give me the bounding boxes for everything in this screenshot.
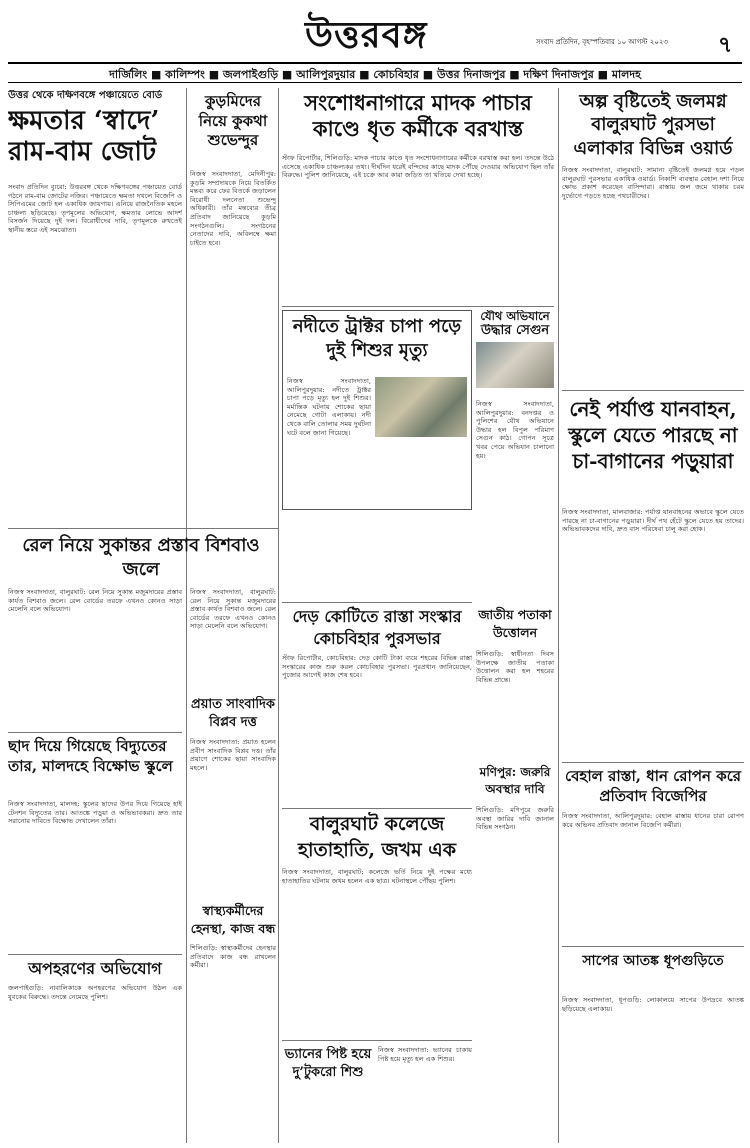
article-rain (562, 90, 744, 160)
article-body: নিজস্ব সংবাদদাতা, বালুরঘাট: রেল নিয়ে সুকান্ত মজুমদারের প্রস্তাব কার্যত বিশবাও জলে। রেল বোর্ডের তরফে এখনও কোনও সাড়া মেলেনি বলে অভিযোগ। (8, 588, 182, 614)
article-body: স্টাফ রিপোর্টার, কোচবিহার: দেড় কোটি টাকা ব্যয়ে শহরের বিভিন্ন রাস্তা সংস্কারের কাজ শুরু করল কোচবিহার পুরসভা। পুরপ্রধান জানিয়েছেন, পুজোর আগেই কাজ শেষ হবে। (282, 654, 472, 680)
article-body: নিজস্ব সংবাদদাতা: ভ্যানের চাকায় পিষ্ট হয়ে মৃত্যু হল এক শিশুর। (378, 1046, 472, 1063)
article-kicker: যৌথ অভিযানে (480, 310, 550, 323)
article-search (476, 310, 554, 388)
dateline: সংবাদ প্রতিদিন, বৃহস্পতিবার ১০ আগস্ট ২০২৩ (536, 38, 668, 46)
article-headline: অপহরণের অভিযোগ (28, 959, 162, 978)
divider (282, 808, 472, 809)
article-health (190, 902, 276, 937)
article-body: সংবাদ প্রতিদিন ব্যুরো: উত্তরবঙ্গ থেকে দক্ষিণবঙ্গের পঞ্চায়েত বোর্ড গঠনে রাম-বাম জোটের নজির। পঞ্চায়েতে ক্ষমতা দখলে বিজেপি ও সিপিএমের জোট হল একাধিক জায়গায়। এনিয়ে রাজনৈতিক মহলে চাঞ্চল্য ছড়িয়েছে। তৃণমূলের অভিযোগ, ক্ষমতার লোভে আদর্শ বিসর্জন দিয়েছে দুই দল। বিরোধীদের দাবি, তৃণমূলকে রুখতেই স্থানীয় স্তরে এই সমঝোতা। (8, 183, 182, 234)
divider (8, 528, 278, 529)
column-divider (278, 88, 279, 1143)
district-bar: দার্জিলিং ■ কালিম্পং ■ জলপাইগুড়ি ■ আলিপুরদুয়ার ■ কোচবিহার ■ উত্তর দিনাজপুর ■ দক্ষিণ দিনাজপুর ■ মালদহ (109, 68, 641, 80)
article-headline: স্বাস্থ্যকর্মীদের হেনস্থা, কাজ বন্ধ (190, 903, 276, 936)
article-body: নিজস্ব সংবাদদাতা, বালুরঘাট: সামান্য বৃষ্টিতেই জলমগ্ন হয়ে পড়ল বালুরঘাট পুরসভার একাধিক ওয়ার্ড। নিকাশি ব্যবস্থার বেহাল দশা নিয়ে ক্ষোভ প্রকাশ করেছেন বাসিন্দারা। রাস্তায় জল জমে থাকায় চরম দুর্ভোগে পড়তে হচ্ছে পথচারীদের। (562, 166, 744, 200)
article-body: নিজস্ব সংবাদদাতা, আলিপুরদুয়ার: বেহাল রাস্তায় ধানের চারা রোপণ করে অভিনব প্রতিবাদ জানাল বিজেপি কর্মীরা। (562, 812, 744, 829)
divider (562, 762, 744, 763)
article-headline: সাপের আতঙ্ক ধূপগুড়িতে (582, 953, 724, 969)
article-headline: ছাদ দিয়ে গিয়েছে বিদ্যুতের তার, মালদহে বিক্ষোভ স্কুলে (8, 737, 173, 776)
article-body: নিজস্ব সংবাদদাতা, ধূপগুড়ি: লোকালয়ে সাপের উপদ্রবে আতঙ্ক ছড়িয়েছে এলাকায়। (562, 996, 744, 1013)
article-body: নিজস্ব সংবাদদাতা, আলিপুরদুয়ার: নদীতে ট্রাক্টর চাপা পড়ে মৃত্যু হল দুই শিশুর। মর্মান্তিক ঘটনায় শোকের ছায়া নেমেছে গোটা এলাকায়। নদী থেকে বালি তোলার সময় দুর্ঘটনা ঘটে বলে জানা গিয়েছে। (287, 377, 371, 437)
article-headline: রেল নিয়ে সুকান্তর প্রস্তাব বিশবাও জলে (22, 535, 260, 581)
article-body: নিজস্ব সংবাদদাতা, মেদিনীপুর: কুড়মি সম্প্রদায়কে নিয়ে বিতর্কিত মন্তব্য করে ফের বিতর্কে জড়ালেন বিরোধী দলনেতা শুভেন্দু অধিকারী। তাঁর মন্তব্যের তীব্র প্রতিবাদ জানিয়েছে কুড়মি সংগঠনগুলি। সংগঠনের নেতাদের দাবি, অবিলম্বে ক্ষমা চাইতে হবে। (190, 170, 276, 247)
divider (562, 390, 744, 391)
divider (282, 1040, 472, 1041)
article-body: নিজস্ব সংবাদদাতা: প্রয়াত হলেন প্রবীণ সাংবাদিক বিপ্লব দত্ত। তাঁর প্রয়াণে শোকের ছায়া সাংবাদিক মহলে। (190, 738, 276, 772)
teak-photo (476, 342, 554, 388)
accident-photo (375, 377, 467, 437)
article-headline: ক্ষমতার ‘স্বাদে’ রাম-বাম জোট (8, 106, 160, 168)
article-headline: কুড়মিদের নিয়ে কুকথা শুভেন্দুর (198, 92, 268, 149)
article-headline: উদ্ধার সেগুন (480, 323, 550, 338)
article-snake (562, 952, 744, 971)
article-body: জলপাইগুড়ি: নাবালিকাকে অপহরণের অভিযোগ উঠল এক যুবকের বিরুদ্ধে। তদন্তে নেমেছে পুলিশ। (8, 984, 182, 1001)
article-board (8, 90, 182, 168)
article-body: নিজস্ব সংবাদদাতা, মালবাজার: পর্যাপ্ত যানবাহনের অভাবে স্কুলে যেতে পারছে না চা-বাগানের পড়ুয়ারা। দীর্ঘ পথ হেঁটে স্কুলে যেতে হয় তাদের। অভিভাবকদের দাবি, দ্রুত বাস পরিষেবা চালু করা হোক। (562, 508, 744, 534)
article-headline: দেড় কোটিতে রাস্তা সংস্কার কোচবিহার পুরসভার (292, 607, 462, 648)
article-college (282, 812, 472, 863)
article-tractor (282, 310, 472, 510)
article-headline: অল্প বৃষ্টিতেই জলমগ্ন বালুরঘাট পুরসভা এলাকার বিভিন্ন ওয়ার্ড (573, 91, 733, 159)
article-headline: বেহাল রাস্তা, ধান রোপন করে প্রতিবাদ বিজেপির (565, 767, 741, 806)
masthead-rule (8, 62, 742, 64)
district-rule (8, 82, 742, 83)
article-headline: সংশোধনাগারে মাদক পাচার কাণ্ডে ধৃত কর্মীকে বরখাস্ত (304, 90, 532, 142)
article-van (282, 1046, 374, 1082)
divider (562, 946, 744, 947)
article-headline: বালুরঘাট কলেজে হাতাহাতি, জখম এক (297, 813, 457, 861)
section-title: উত্তরবঙ্গ (305, 14, 428, 56)
article-body-cont: নিজস্ব সংবাদদাতা, বালুরঘাট: রেল নিয়ে সুকান্ত মজুমদারের প্রস্তাব কার্যত বিশবাও জলে। রেল বোর্ডের তরফে এখনও কোনও সাড়া মেলেনি বলে অভিযোগ। (190, 588, 276, 631)
page-number: ৭ (718, 32, 733, 58)
article-transport (562, 396, 744, 474)
article-body: শিলিগুড়ি: স্বাধীনতা দিবস উপলক্ষে জাতীয় পতাকা উত্তোলন করা হল শহরের বিভিন্ন প্রান্তে। (476, 650, 554, 684)
article-lab (282, 90, 554, 143)
article-flag (476, 606, 554, 641)
article-rail (8, 534, 274, 583)
divider (282, 306, 554, 307)
article-wire (8, 736, 182, 777)
article-headline: ভ্যানের পিষ্ট হয়ে দু’টুকরো শিশু (284, 1047, 372, 1081)
article-body: নিজস্ব সংবাদদাতা, মালদহ: স্কুলের ছাদের উপর দিয়ে গিয়েছে হাই টেনশন বিদ্যুতের তার। আতঙ্কে পড়ুয়া ও অভিভাবকরা। দ্রুত তার সরানোর দাবিতে বিক্ষোভ দেখালেন তাঁরা। (8, 800, 182, 826)
article-journalist (190, 696, 276, 731)
article-body: শিলিগুড়ি: মণিপুরে জরুরি অবস্থা জারির দাবি জানাল বিভিন্ন সংগঠন। (476, 806, 554, 832)
divider (8, 954, 182, 955)
article-kurmi (190, 92, 276, 151)
article-road (282, 606, 472, 649)
article-body: স্টাফ রিপোর্টার, শিলিগুড়ি: মাদক পাচার কাণ্ডে ধৃত সংশোধনাগারের কর্মীকে বরখাস্ত করা হল। তদন্তে উঠে এসেছে একাধিক চাঞ্চল্যকর তথ্য। দীর্ঘদিন ধরেই বন্দিদের কাছে মাদক পৌঁছে দেওয়ার অভিযোগ ছিল তাঁর বিরুদ্ধে। পুলিশ জানিয়েছে, এই চক্রে আর কারা জড়িত তা খতিয়ে দেখা হচ্ছে। (282, 154, 554, 180)
article-headline: মণিপুর: জরুরি অবস্থার দাবি (479, 765, 551, 796)
article-headline: নেই পর্যাপ্ত যানবাহন, স্কুলে যেতে পারছে না চা-বাগানের পড়ুয়ারা (568, 397, 738, 473)
article-body: নিজস্ব সংবাদদাতা, বালুরঘাট: কলেজে ভর্তি নিয়ে দুই পক্ষের মধ্যে হাতাহাতির ঘটনায় জখম হলেন এক ছাত্র। ঘটনাস্থলে পৌঁছয় পুলিশ। (282, 868, 472, 885)
article-kicker: উত্তর থেকে দক্ষিণবঙ্গে পঞ্চায়েতে বোর্ড (8, 90, 163, 101)
article-kidnap (8, 958, 182, 980)
masthead (0, 0, 750, 60)
divider (282, 602, 472, 603)
article-manipur (476, 764, 554, 798)
article-headline: জাতীয় পতাকা উত্তোলন (478, 607, 552, 640)
divider (8, 732, 182, 733)
column-divider (558, 88, 559, 1143)
column-divider (186, 88, 187, 1143)
article-body: নিজস্ব সংবাদদাতা, আলিপুরদুয়ার: বনদপ্তর ও পুলিশের যৌথ অভিযানে উদ্ধার হল বিপুল পরিমাণ সেগুন কাঠ। গোপন সূত্রে খবর পেয়ে অভিযান চালানো হয়। (476, 400, 554, 460)
article-headline: প্রয়াত সাংবাদিক বিপ্লব দত্ত (190, 697, 275, 730)
article-paddy (562, 766, 744, 807)
article-headline: নদীতে ট্রাক্টর চাপা পড়ে দুই শিশুর মৃত্যু (292, 316, 462, 362)
article-body: শিলিগুড়ি: স্বাস্থ্যকর্মীদের হেনস্থার প্রতিবাদে কাজ বন্ধ রাখলেন কর্মীরা। (190, 944, 276, 970)
